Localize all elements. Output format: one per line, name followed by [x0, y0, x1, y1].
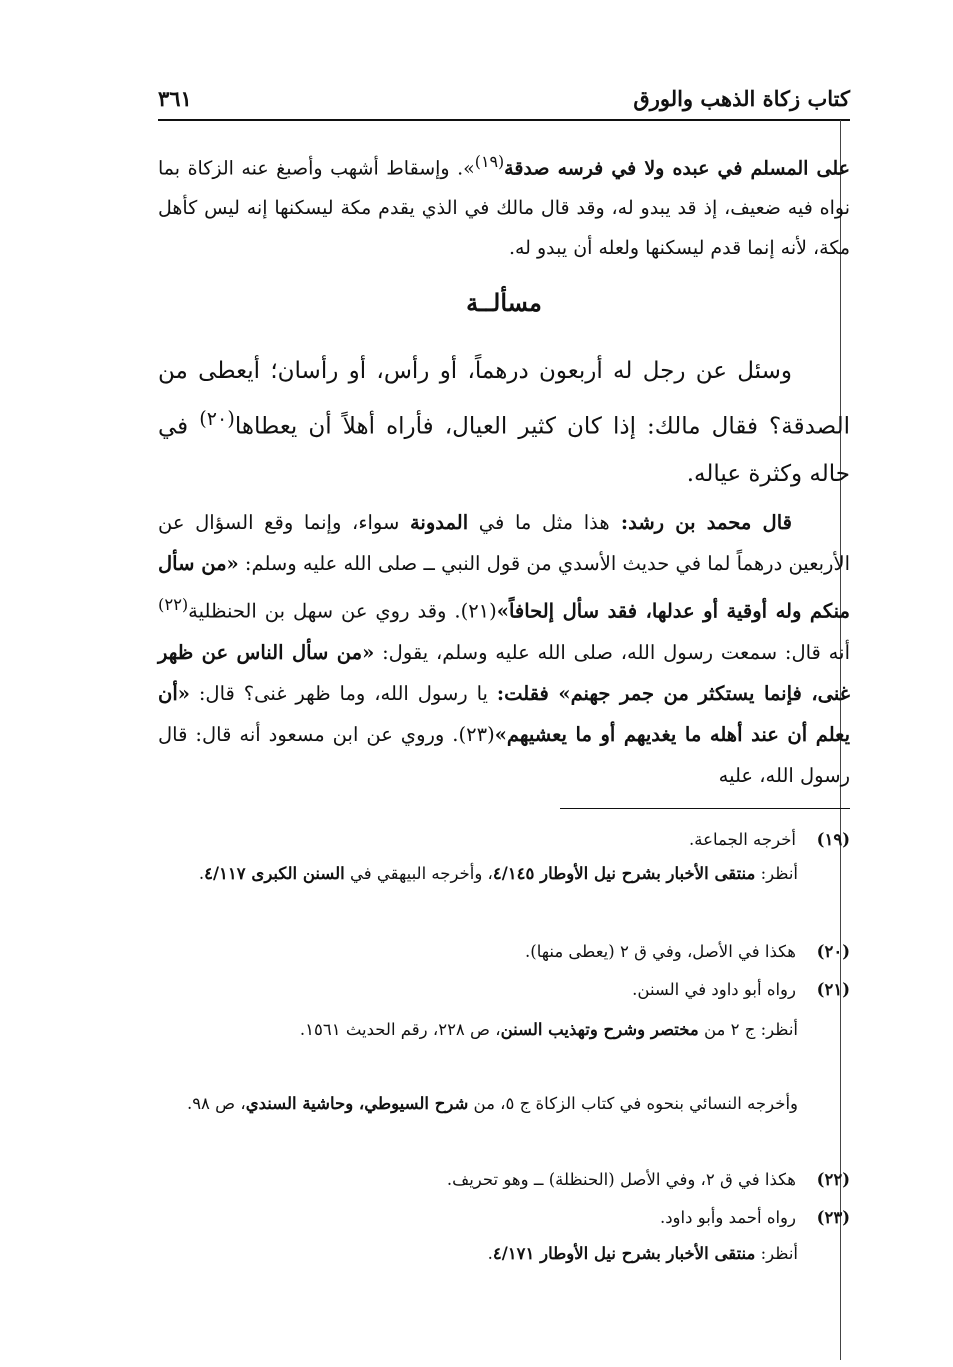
page-number: ٣٦١	[158, 86, 192, 111]
footnote-21-source-2	[158, 1086, 850, 1122]
hadith-quote-3: «أن يعلم أن عند أهله ما يغديهم أو ما يعشيهم»	[158, 681, 850, 746]
source-title: شرح السيوطي، وحاشية السندي	[245, 1094, 469, 1113]
footnote-text: ، ص ٩٨.	[186, 1094, 246, 1113]
footnote-19	[158, 822, 850, 858]
footnote-text: هكذا في الأصل، وفي ق ٢ (يعطى منها).	[525, 942, 796, 961]
footnote-number: (١٩)	[816, 830, 850, 849]
paragraph-1	[158, 142, 850, 268]
footnote-number: (٢٢)	[816, 1170, 850, 1189]
footnote-21	[158, 972, 850, 1008]
source-title: مختصر وشرح وتهذيب السنن	[500, 1020, 699, 1039]
paragraph-1-text: ». وإسقاط أشهب وأصبغ عنه الزكاة بما نواه فيه ضعيف، إذ قد يبدو له، وقد قال مالك في الذي يقدم مكة ليسكنها إنه ليس كأهل مكة، لأنه إنما قدم ليسكنها ولعله أن يبدو له.	[158, 157, 850, 260]
question-text-a: وسئل عن رجل له أربعون درهماً، أو رأس، أو رأسان؛ أيعطى من الصدقة؟ فقال مالك: إذا كان كثير العيال، فأراه أهلاً أن يعطاها	[158, 358, 850, 440]
source-title: منتقى الأخبار بشرح نيل الأوطار ٤/١٧١	[492, 1244, 756, 1263]
commentary-text-1: هذا مثل ما في	[468, 511, 610, 534]
book-name: المدونة	[409, 511, 469, 534]
footnote-ref-19: (١٩)	[474, 152, 505, 171]
question-paragraph	[158, 348, 850, 498]
running-header	[158, 84, 850, 118]
hadith-quote-2: «من سأل الناس عن ظهر غنى، فإنما يستكثر من جمر جهنم» فقلت:	[158, 640, 850, 705]
footnote-19-source	[158, 856, 850, 892]
footnote-number: (٢٣)	[816, 1208, 850, 1227]
commentary-text-2: سواء، وإنما وقع السؤال عن الأربعين درهماً لما في حديث الأسدي من قول النبي ــ صلى الله عليه وسلم:	[158, 511, 850, 575]
footnote-ref-22: (٢٢)	[158, 595, 189, 614]
commentary-text-3: (٢١). وقد روي عن سهل بن الحنظلية	[188, 599, 497, 623]
footnote-text: وأخرجه النسائي بنحوه في كتاب الزكاة ج ٥، من	[468, 1094, 798, 1113]
footnote-21-source-1	[158, 1012, 850, 1048]
question-text-b: في حاله وكثرة عياله.	[158, 413, 850, 487]
header-rule	[158, 119, 850, 121]
footnote-text: هكذا في ق ٢، وفي الأصل (الحنظلة) ــ وهو تحريف.	[446, 1170, 796, 1189]
footnote-separator	[560, 808, 850, 809]
hadith-quote-1: «من سأل منكم وله أوقية أو عدلها، فقد سأل إلحافاً»	[158, 552, 850, 623]
footnote-text: ، وأخرجه البيهقي في	[344, 864, 493, 883]
footnote-text: أنظر: ج ٢ من	[698, 1020, 798, 1039]
footnote-text: رواه أحمد وأبو داود.	[659, 1208, 796, 1227]
commentary-text-4: أنه قال: سمعت رسول الله، صلى الله عليه وسلم، يقول:	[374, 640, 850, 664]
footnote-22	[158, 1162, 850, 1198]
footnote-number: (٢٠)	[816, 942, 850, 961]
footnote-text: .	[198, 864, 205, 883]
footnote-20	[158, 934, 850, 970]
footnote-text: ، ص ٢٢٨، رقم الحديث ١٥٦١.	[299, 1020, 501, 1039]
footnote-text: أنظر:	[755, 864, 798, 883]
footnote-text: أخرجه الجماعة.	[689, 830, 796, 849]
commentary-text-5: يا رسول الله، وما ظهر غنى؟ قال:	[189, 681, 497, 705]
source-title: السنن الكبرى ٤/١١٧	[204, 864, 345, 883]
footnote-23	[158, 1200, 850, 1236]
footnote-ref-20: (٢٠)	[199, 407, 235, 430]
header-title: كتاب زكاة الذهب والورق	[633, 86, 850, 111]
footnote-23-source	[158, 1236, 850, 1272]
footnote-text: رواه أبو داود في السنن.	[632, 980, 796, 999]
commentary-text-6: (٢٣). وروي عن ابن مسعود أنه قال: قال رسول الله، عليه	[158, 722, 850, 787]
footnote-text: أنظر:	[755, 1244, 798, 1263]
commentary-paragraph	[158, 502, 850, 796]
bold-quote: على المسلم في عبده ولا في فرسه صدقة	[504, 157, 850, 180]
section-heading: مسألــة	[466, 288, 542, 317]
source-title: منتقى الأخبار بشرح نيل الأوطار ٤/١٤٥	[492, 864, 756, 883]
footnote-text: .	[487, 1244, 493, 1263]
author-name: قال محمد بن رشد:	[609, 511, 792, 534]
footnote-number: (٢١)	[816, 980, 850, 999]
